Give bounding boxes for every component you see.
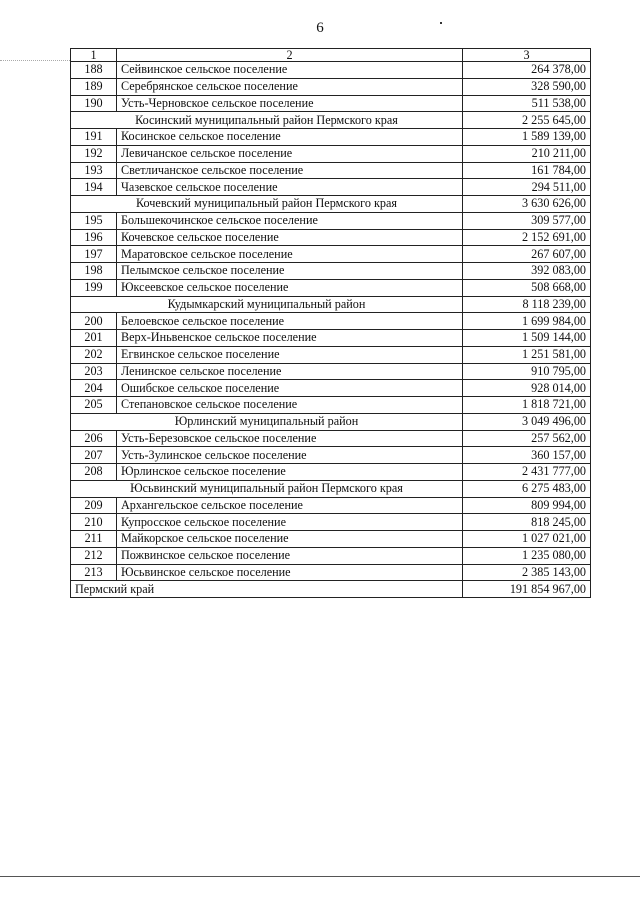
table-row	[71, 447, 591, 464]
settlement-amount: 267 607,00	[463, 246, 591, 263]
row-number: 195	[71, 212, 117, 229]
settlement-name: Юсьвинское сельское поселение	[117, 564, 463, 581]
row-number: 207	[71, 447, 117, 464]
district-name: Юрлинский муниципальный район	[71, 413, 463, 430]
district-row	[71, 413, 591, 430]
table-row	[71, 564, 591, 581]
settlement-amount: 1 509 144,00	[463, 330, 591, 347]
settlement-amount: 2 152 691,00	[463, 229, 591, 246]
row-number: 199	[71, 279, 117, 296]
district-row	[71, 112, 591, 129]
table-row	[71, 129, 591, 146]
row-number: 198	[71, 263, 117, 280]
district-name: Кудымкарский муниципальный район	[71, 296, 463, 313]
settlement-amount: 210 211,00	[463, 145, 591, 162]
settlement-amount: 264 378,00	[463, 62, 591, 79]
settlement-amount: 257 562,00	[463, 430, 591, 447]
settlement-name: Пелымское сельское поселение	[117, 263, 463, 280]
table-row	[71, 330, 591, 347]
table-row	[71, 430, 591, 447]
settlement-amount: 2 385 143,00	[463, 564, 591, 581]
settlement-name: Юксеевское сельское поселение	[117, 279, 463, 296]
settlement-name: Кочевское сельское поселение	[117, 229, 463, 246]
row-number: 212	[71, 547, 117, 564]
table-row	[71, 313, 591, 330]
table-row	[71, 397, 591, 414]
table-row	[71, 78, 591, 95]
row-number: 210	[71, 514, 117, 531]
table-row	[71, 346, 591, 363]
row-number: 196	[71, 229, 117, 246]
row-number: 209	[71, 497, 117, 514]
settlement-name: Маратовское сельское поселение	[117, 246, 463, 263]
settlement-name: Ленинское сельское поселение	[117, 363, 463, 380]
row-number: 213	[71, 564, 117, 581]
settlement-amount: 328 590,00	[463, 78, 591, 95]
district-name: Кочевский муниципальный район Пермского края	[71, 196, 463, 213]
district-amount: 3 630 626,00	[463, 196, 591, 213]
settlement-amount: 294 511,00	[463, 179, 591, 196]
settlement-name: Чазевское сельское поселение	[117, 179, 463, 196]
settlement-amount: 1 699 984,00	[463, 313, 591, 330]
table-row	[71, 95, 591, 112]
settlement-amount: 928 014,00	[463, 380, 591, 397]
row-number: 208	[71, 464, 117, 481]
page-number: 6	[316, 20, 324, 36]
table-row	[71, 514, 591, 531]
scan-bottom-line	[0, 876, 640, 877]
row-number: 201	[71, 330, 117, 347]
header-col-2: 2	[117, 49, 463, 62]
row-number: 191	[71, 129, 117, 146]
table-header-row	[71, 49, 591, 62]
row-number: 190	[71, 95, 117, 112]
settlement-amount: 392 083,00	[463, 263, 591, 280]
header-col-1: 1	[71, 49, 117, 62]
table-row	[71, 263, 591, 280]
settlement-name: Усть-Зулинское сельское поселение	[117, 447, 463, 464]
settlement-name: Купросское сельское поселение	[117, 514, 463, 531]
table-row	[71, 246, 591, 263]
settlement-amount: 1 251 581,00	[463, 346, 591, 363]
row-number: 203	[71, 363, 117, 380]
settlement-amount: 1 235 080,00	[463, 547, 591, 564]
settlement-amount: 1 589 139,00	[463, 129, 591, 146]
table-row	[71, 145, 591, 162]
table-row	[71, 464, 591, 481]
table-row	[71, 531, 591, 548]
district-amount: 3 049 496,00	[463, 413, 591, 430]
settlement-name: Ошибское сельское поселение	[117, 380, 463, 397]
table-row	[71, 62, 591, 79]
settlement-amount: 1 818 721,00	[463, 397, 591, 414]
row-number: 200	[71, 313, 117, 330]
settlement-name: Большекочинское сельское поселение	[117, 212, 463, 229]
table-row	[71, 212, 591, 229]
district-row	[71, 480, 591, 497]
settlement-name: Юрлинское сельское поселение	[117, 464, 463, 481]
district-name: Юсьвинский муниципальный район Пермского края	[71, 480, 463, 497]
settlement-amount: 2 431 777,00	[463, 464, 591, 481]
table-row	[71, 380, 591, 397]
settlement-name: Косинское сельское поселение	[117, 129, 463, 146]
row-number: 192	[71, 145, 117, 162]
settlement-name: Усть-Черновское сельское поселение	[117, 95, 463, 112]
district-row	[71, 196, 591, 213]
table-row	[71, 162, 591, 179]
table-row	[71, 229, 591, 246]
settlement-amount: 1 027 021,00	[463, 531, 591, 548]
settlement-name: Светличанское сельское поселение	[117, 162, 463, 179]
settlement-name: Серебрянское сельское поселение	[117, 78, 463, 95]
district-amount: 6 275 483,00	[463, 480, 591, 497]
settlement-name: Егвинское сельское поселение	[117, 346, 463, 363]
total-amount: 191 854 967,00	[463, 581, 591, 598]
settlement-amount: 809 994,00	[463, 497, 591, 514]
total-row	[71, 581, 591, 598]
district-amount: 8 118 239,00	[463, 296, 591, 313]
district-name: Косинский муниципальный район Пермского края	[71, 112, 463, 129]
settlement-name: Левичанское сельское поселение	[117, 145, 463, 162]
settlement-name: Усть-Березовское сельское поселение	[117, 430, 463, 447]
settlement-name: Степановское сельское поселение	[117, 397, 463, 414]
header-col-3: 3	[463, 49, 591, 62]
table-row	[71, 279, 591, 296]
settlement-name: Верх-Иньвенское сельское поселение	[117, 330, 463, 347]
total-label: Пермский край	[71, 581, 463, 598]
district-row	[71, 296, 591, 313]
settlement-name: Пожвинское сельское поселение	[117, 547, 463, 564]
row-number: 206	[71, 430, 117, 447]
row-number: 188	[71, 62, 117, 79]
row-number: 189	[71, 78, 117, 95]
table-row	[71, 179, 591, 196]
budget-table	[70, 48, 591, 598]
district-amount: 2 255 645,00	[463, 112, 591, 129]
settlement-name: Архангельское сельское поселение	[117, 497, 463, 514]
settlement-amount: 818 245,00	[463, 514, 591, 531]
row-number: 193	[71, 162, 117, 179]
table-row	[71, 547, 591, 564]
settlement-name: Сейвинское сельское поселение	[117, 62, 463, 79]
row-number: 205	[71, 397, 117, 414]
row-number: 204	[71, 380, 117, 397]
row-number: 202	[71, 346, 117, 363]
table-row	[71, 363, 591, 380]
row-number: 194	[71, 179, 117, 196]
settlement-amount: 309 577,00	[463, 212, 591, 229]
settlement-amount: 360 157,00	[463, 447, 591, 464]
settlement-name: Белоевское сельское поселение	[117, 313, 463, 330]
row-number: 197	[71, 246, 117, 263]
settlement-name: Майкорское сельское поселение	[117, 531, 463, 548]
settlement-amount: 910 795,00	[463, 363, 591, 380]
table-row	[71, 497, 591, 514]
row-number: 211	[71, 531, 117, 548]
scan-dot	[440, 22, 442, 24]
scan-artifact-line	[0, 60, 70, 61]
settlement-amount: 508 668,00	[463, 279, 591, 296]
settlement-amount: 161 784,00	[463, 162, 591, 179]
settlement-amount: 511 538,00	[463, 95, 591, 112]
